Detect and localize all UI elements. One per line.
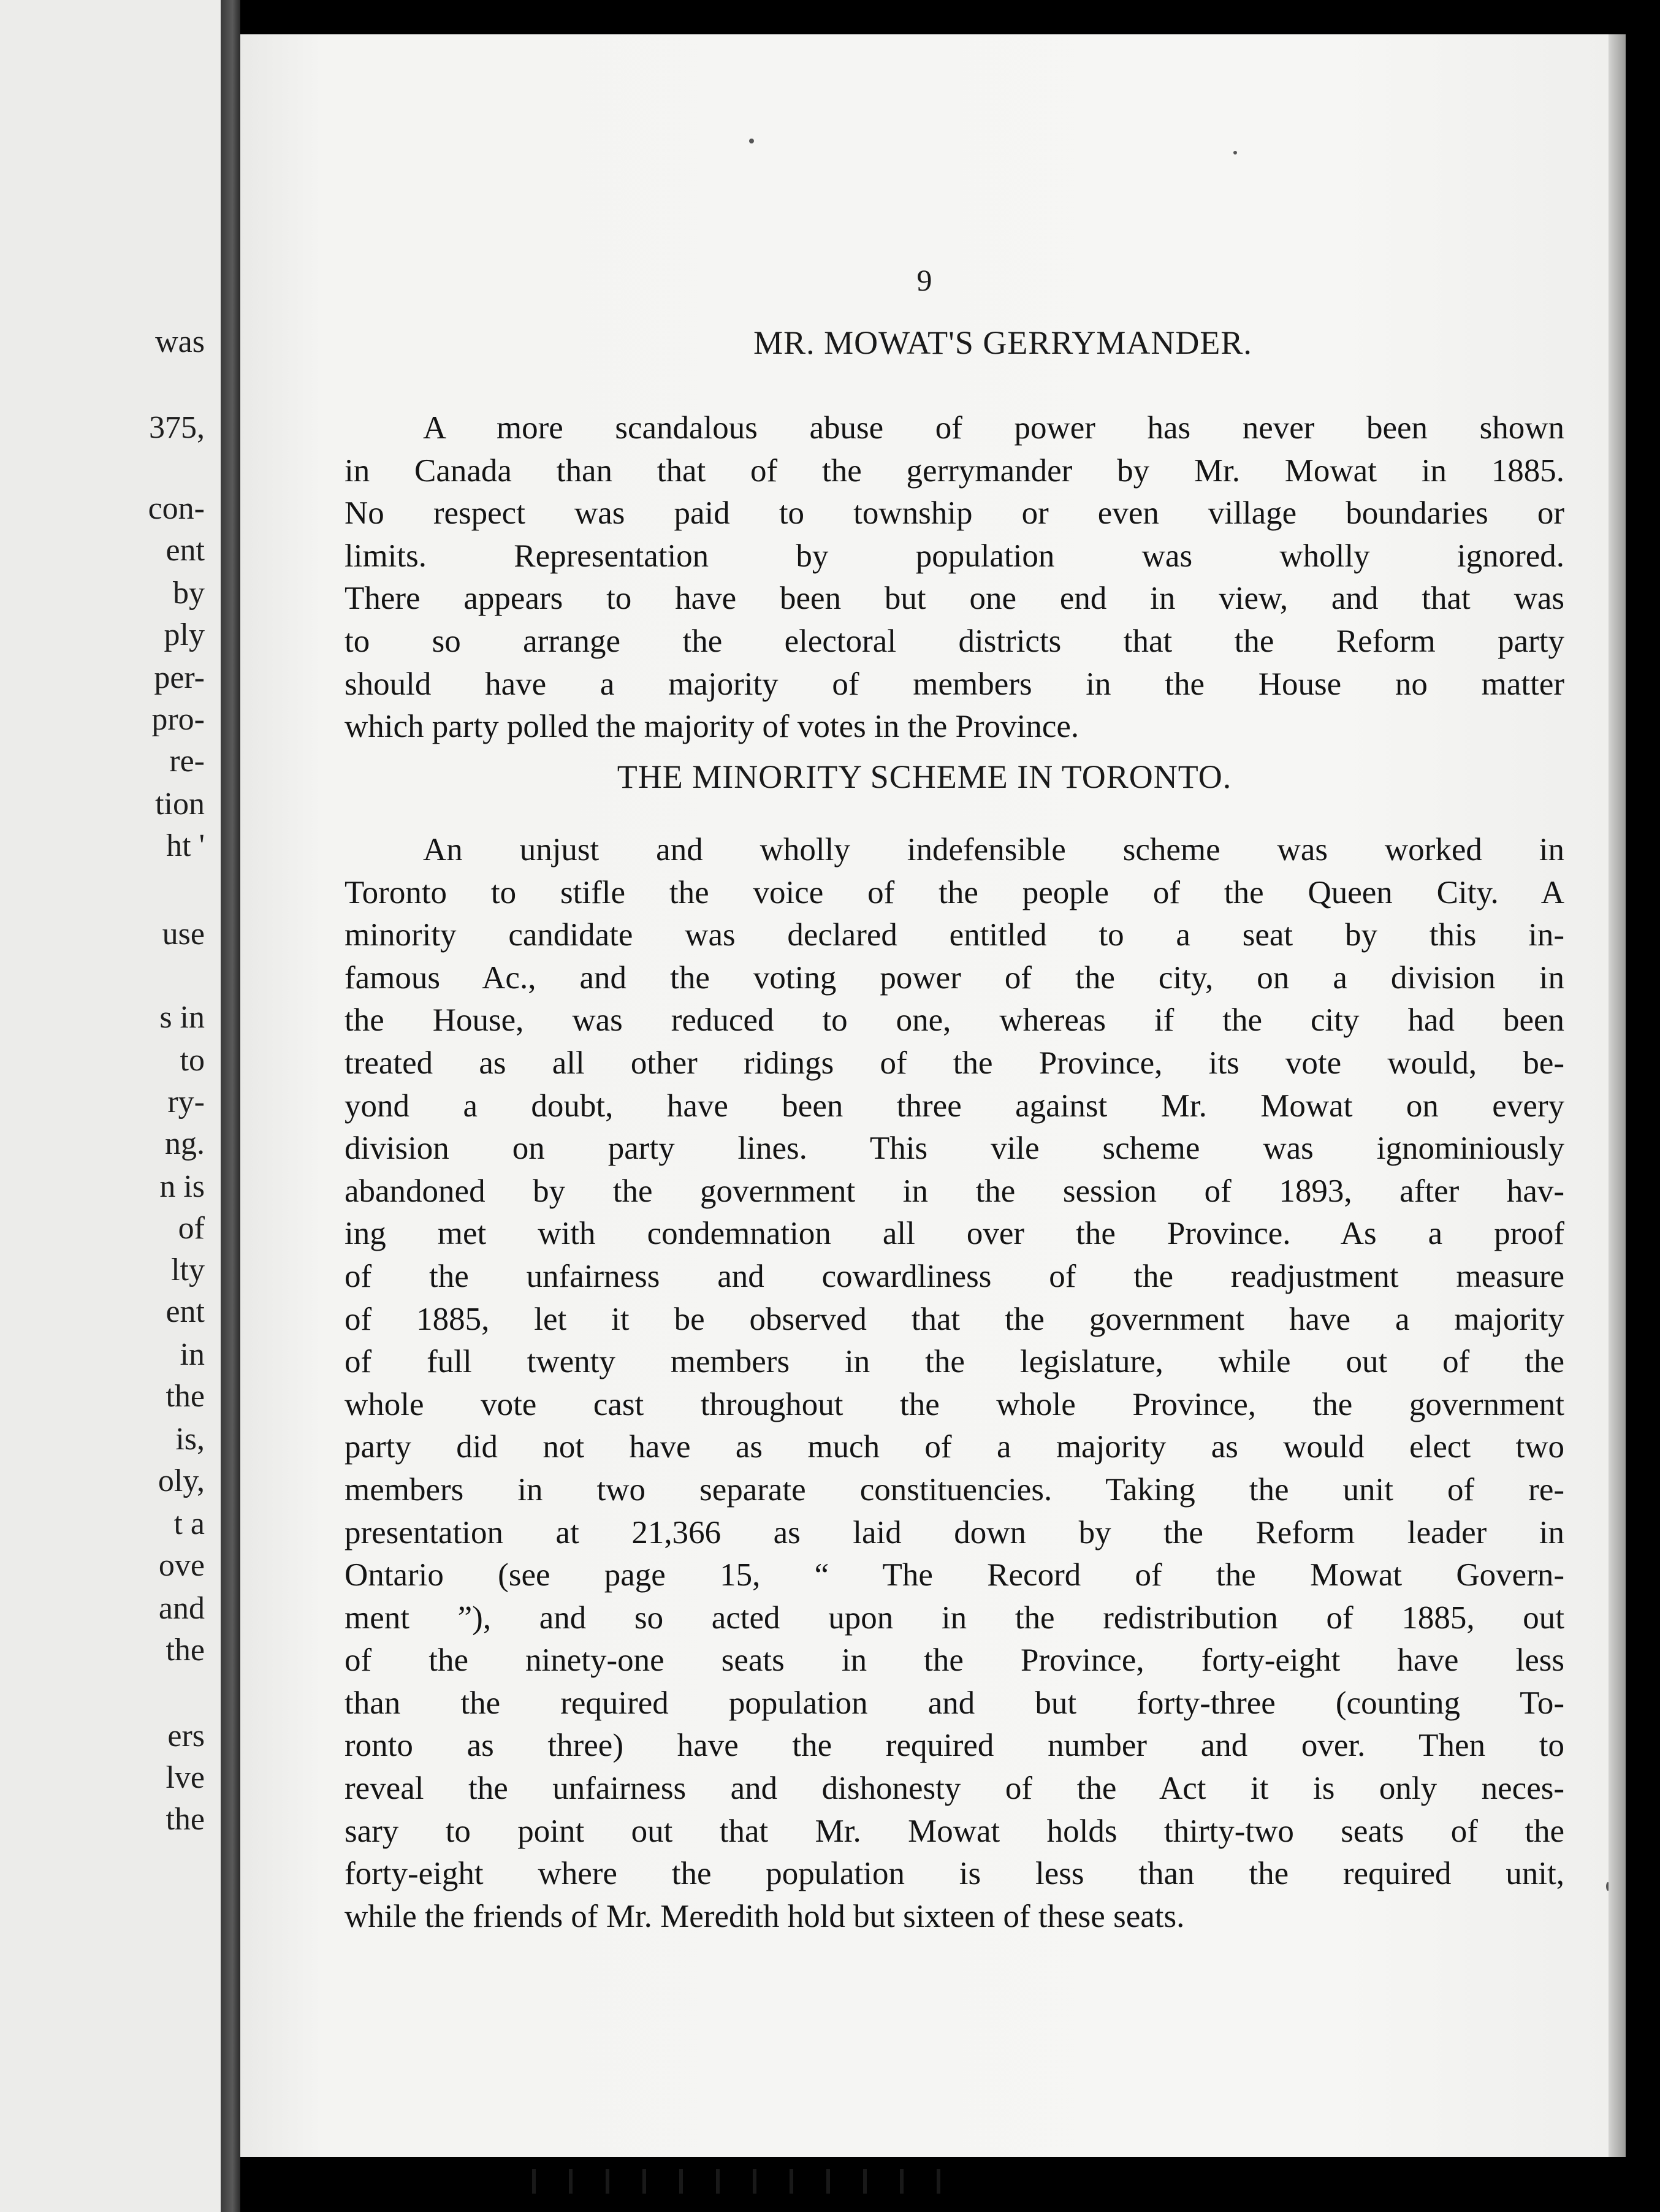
fragment: ent [166,533,205,568]
fragment: tion [155,787,205,822]
fragment: the [166,1379,205,1414]
fragment: in [180,1337,205,1372]
text-line: No respect was paid to township or even village boundaries or [345,495,1564,532]
paragraph-minority-scheme [345,829,1564,1938]
text-line: of the ninety-one seats in the Province, forty-eight have less [345,1642,1564,1679]
text-line: abandoned by the government in the session of 1893, after hav- [345,1173,1564,1209]
fragment: re- [169,744,205,779]
fragment: of [178,1211,205,1246]
fragment: was [155,324,205,359]
fragment: is, [175,1422,205,1457]
fragment: ers [167,1718,205,1753]
scan-noise [521,2169,950,2194]
text-line: ing met with condemnation all over the Province. As a proof [345,1216,1564,1252]
fragment: s in [159,1000,205,1035]
text-line: sary to point out that Mr. Mowat holds thirty-two seats of the [345,1813,1564,1849]
book-page [240,34,1609,2157]
text-line: Toronto to stifle the voice of the people of the Queen City. A [345,874,1564,910]
book-gutter [221,0,240,2212]
section-heading-gerrymander: MR. MOWAT'S GERRYMANDER. [753,324,1252,361]
text-line: should have a majority of members in the House no matter [345,666,1564,702]
text-line: Ontario (see page 15, “ The Record of the Mowat Govern- [345,1557,1564,1593]
fragment: the [166,1802,205,1837]
fragment: con- [148,491,205,526]
fragment: pro- [151,702,205,737]
fragment: oly, [158,1463,205,1498]
facing-page [0,0,221,2212]
text-line: famous Ac., and the voting power of the city, on a division in [345,959,1564,996]
fragment: and [158,1591,205,1626]
text-line: than the required population and but forty-three (counting To- [345,1685,1564,1721]
scan-speck [749,139,754,143]
fragment: ry- [167,1085,205,1119]
text-line: yond a doubt, have been three against Mr. Mowat on every [345,1088,1564,1124]
text-line: reveal the unfairness and dishonesty of the Act it is only neces- [345,1771,1564,1807]
text-line: in Canada than that of the gerrymander by Mr. Mowat in 1885. [345,452,1564,489]
text-line: which party polled the majority of votes in the Province. [345,709,1079,745]
fragment: use [162,917,205,952]
fragment: lty [171,1253,205,1287]
text-line: ronto as three) have the required number and over. Then to [345,1728,1564,1764]
text-line: the House, was reduced to one, whereas if the city had been [345,1002,1564,1039]
fragment: lve [166,1760,205,1795]
fragment: per- [154,660,205,695]
text-line: of full twenty members in the legislature, while out of the [345,1344,1564,1380]
scan-speck [1233,151,1237,154]
text-line: division on party lines. This vile scheme was ignominiously [345,1131,1564,1167]
fragment: ht ' [166,828,205,863]
text-line: whole vote cast throughout the whole Province, the government [345,1386,1564,1422]
text-line: party did not have as much of a majority as would elect two [345,1429,1564,1465]
text-line: minority candidate was declared entitled to a seat by this in- [345,917,1564,953]
section-heading-minority-scheme: THE MINORITY SCHEME IN TORONTO. [617,758,1232,795]
fragment: t a [173,1506,205,1541]
paragraph-gerrymander [345,407,1564,749]
text-line: presentation at 21,366 as laid down by the Reform leader in [345,1514,1564,1550]
fragment: n is [159,1169,205,1204]
fragment: ng. [165,1126,205,1161]
text-line: treated as all other ridings of the Province, its vote would, be- [345,1045,1564,1081]
fragment: 375, [149,410,205,445]
text-line: of 1885, let it be observed that the government have a majority [345,1301,1564,1337]
page-number: 9 [916,263,932,297]
fragment: to [180,1043,205,1078]
text-line: A more scandalous abuse of power has never been shown [423,410,1564,446]
text-line: An unjust and wholly indefensible scheme was worked in [423,832,1564,868]
fragment: ply [164,617,205,652]
fragment: ove [158,1548,205,1583]
text-line: There appears to have been but one end in view, and that was [345,581,1564,617]
text-line: of the unfairness and cowardliness of the readjustment measure [345,1258,1564,1294]
fragment: ent [166,1294,205,1329]
fragment: by [173,576,205,611]
text-line: ment ”), and so acted upon in the redistribution of 1885, out [345,1600,1564,1636]
text-line: forty-eight where the population is less than the required unit, [345,1856,1564,1892]
text-line: limits. Representation by population was wholly ignored. [345,538,1564,574]
text-line: members in two separate constituencies. Taking the unit of re- [345,1471,1564,1508]
text-line: while the friends of Mr. Meredith hold but sixteen of these seats. [345,1898,1185,1934]
page-edge [1609,34,1626,2157]
fragment: the [166,1633,205,1668]
text-line: to so arrange the electoral districts that the Reform party [345,623,1564,659]
